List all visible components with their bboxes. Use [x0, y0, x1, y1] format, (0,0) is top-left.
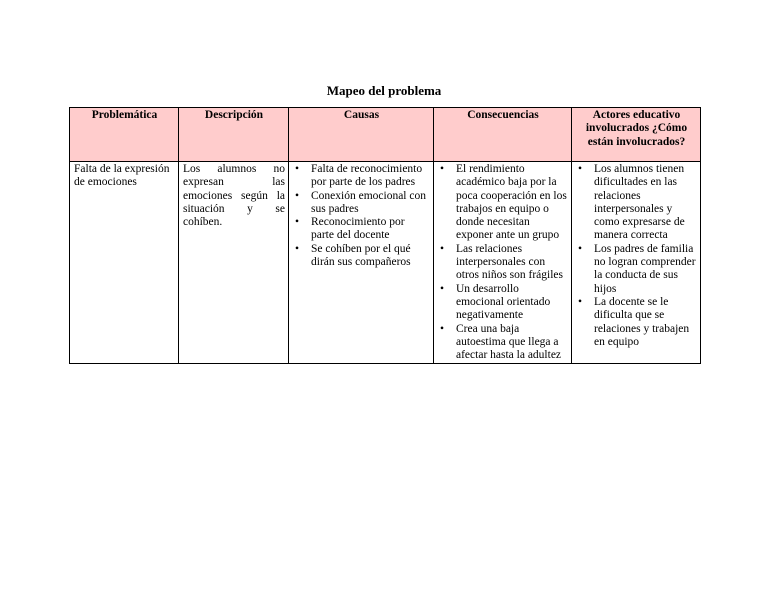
header-descripcion: Descripción	[179, 108, 289, 162]
actores-list	[576, 163, 697, 349]
consecuencias-list	[438, 163, 568, 362]
list-item: • Reconocimiento por parte del docente	[293, 216, 430, 243]
list-item: • Las relaciones interpersonales con otros niños son frágiles	[438, 243, 568, 283]
list-item: • Un desarrollo emocional orientado negativamente	[438, 283, 568, 323]
table-header-row	[70, 108, 701, 162]
list-item: • El rendimiento académico baja por la poca cooperación en los trabajos en equipo o donde necesitan exponer ante un grupo	[438, 163, 568, 243]
list-item: • Falta de reconocimiento por parte de los padres	[293, 163, 430, 190]
table-row	[70, 162, 701, 364]
header-actores: Actores educativo involucrados ¿Cómo están involucrados?	[572, 108, 701, 162]
cell-problematica: Falta de la expresión de emociones	[70, 162, 179, 364]
header-consecuencias: Consecuencias	[434, 108, 572, 162]
cell-actores	[572, 162, 701, 364]
list-item: • La docente se le dificulta que se relaciones y trabajen en equipo	[576, 296, 697, 349]
problem-map-table	[69, 107, 701, 364]
list-item: • Se cohíben por el qué dirán sus compañeros	[293, 243, 430, 270]
list-item: • Crea una baja autoestima que llega a afectar hasta la adultez	[438, 323, 568, 363]
header-problematica: Problemática	[70, 108, 179, 162]
list-item: • Los padres de familia no logran comprender la conducta de sus hijos	[576, 243, 697, 296]
cell-consecuencias	[434, 162, 572, 364]
list-item: • Conexión emocional con sus padres	[293, 190, 430, 217]
list-item: • Los alumnos tienen dificultades en las relaciones interpersonales y como expresarse de manera correcta	[576, 163, 697, 243]
causas-list	[293, 163, 430, 269]
cell-causas	[289, 162, 434, 364]
page-title: Mapeo del problema	[326, 83, 442, 98]
header-causas: Causas	[289, 108, 434, 162]
cell-descripcion: Los alumnos no expresan las emociones según la situación y se cohíben.	[179, 162, 289, 364]
